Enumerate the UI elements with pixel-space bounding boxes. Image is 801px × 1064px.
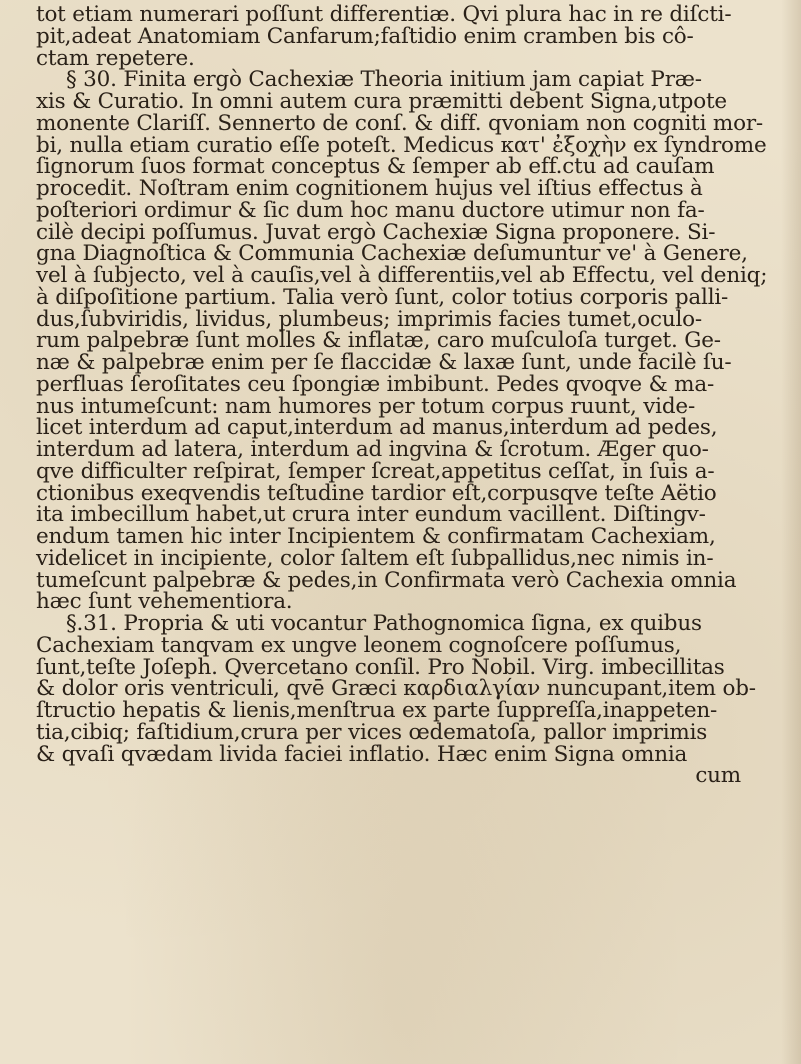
text-line: ita imbecillum habet,ut crura inter eundum vacillent. Diſtingv- [36,502,706,528]
text-line: interdum ad latera, interdum ad ingvina & ſcrotum. Æger quo- [36,437,709,462]
text-line: & dolor oris ventriculi, qvē Græci καρδιαλγίαν nuncupant,item ob- [36,676,756,702]
text-line: ſunt,teſte Joſeph. Qvercetano conſil. Pro Nobil. Virg. imbecillitas [36,654,725,680]
text-line: ſignorum ſuos format conceptus & ſemper ab eff.ctu ad cauſam [36,154,715,180]
text-line: procedit. Noſtram enim cognitionem hujus vel iſtius effectus à [36,176,703,201]
section-30-start: § 30. Finita ergò Cachexiæ Theoria initium jam capiat Præ- [66,67,702,93]
text-line: tia,cibiq; faſtidium,crura per vices œdematoſa, pallor imprimis [36,719,708,745]
text-line: licet interdum ad caput,interdum ad manus,interdum ad pedes, [36,415,718,441]
text-line: xis & Curatio. In omni autem cura præmitti debent Signa,utpote [36,89,727,114]
text-line: vel à ſubjecto, vel à cauſis,vel à differentiis,vel ab Effectu, vel deniq; [36,263,768,288]
text-line: dus,ſubviridis, lividus, plumbeus; imprimis facies tumet,oculo- [36,306,702,332]
text-line: ctam repetere. [36,45,195,71]
text-line: & qvaſi qvædam livida faciei inflatio. Hæc enim Signa omnia [36,741,688,767]
text-line: endum tamen hic inter Incipientem & confirmatam Cachexiam, [36,524,716,549]
text-line: hæc ſunt vehementiora. [36,589,293,615]
book-page [36,0,776,1064]
text-line: gna Diagnoſtica & Communia Cachexiæ deſumuntur ve' à Genere, [36,241,748,267]
section-31-start: §.31. Propria & uti vocantur Pathognomica ſigna, ex quibus [66,611,702,636]
text-line: tumeſcunt palpebræ & pedes,in Confirmata verò Cachexia omnia [36,567,737,593]
page-edge-shadow [781,0,801,1064]
text-line: pit,adeat Anatomiam Canfarum;faſtidio enim cramben bis cô- [36,23,694,49]
text-line: poſteriori ordimur & ſic dum hoc manu ductore utimur non fa- [36,197,705,223]
text-line: perfluas ſeroſitates ceu ſpongiæ imbibunt. Pedes qvoqve & ma- [36,371,715,397]
text-line: ſtructio hepatis & lienis,menſtrua ex parte ſuppreſſa,inappeten- [36,698,718,723]
text-line: qve difficulter reſpirat, ſemper ſcreat,appetitus ceſſat, in ſuis a- [36,458,715,484]
page-text [36,4,771,787]
text-line: Cachexiam tanqvam ex ungve leonem cognoſcere poſſumus, [36,632,682,658]
text-line: cilè decipi poſſumus. Juvat ergò Cachexiæ Signa proponere. Si- [36,219,716,245]
text-line: videlicet in incipiente, color ſaltem eſt ſubpallidus,nec nimis in- [36,545,714,571]
text-line: næ & palpebræ enim per ſe flaccidæ & laxæ ſunt, unde facilè ſu- [36,350,732,375]
catchword: cum [695,763,741,789]
text-line: à diſpoſitione partium. Talia verò ſunt, color totius corporis palli- [36,284,729,310]
text-line: ctionibus exeqvendis teſtudine tardior eſt,corpusqve teſte Aëtio [36,480,717,506]
text-line: bi, nulla etiam curatio eſſe poteſt. Medicus κατ' ἐξοχὴν ex ſyndrome [36,132,767,158]
text-line: monente Clariſſ. Sennerto de conſ. & diff. qvoniam non cogniti mor- [36,110,763,136]
text-line: nus intumeſcunt: nam humores per totum corpus ruunt, vide- [36,393,696,419]
text-line: tot etiam numerari poſſunt differentiæ. Qvi plura hac in re diſcti- [36,2,732,27]
text-line: rum palpebræ ſunt molles & inflatæ, caro muſculoſa turget. Ge- [36,328,721,354]
